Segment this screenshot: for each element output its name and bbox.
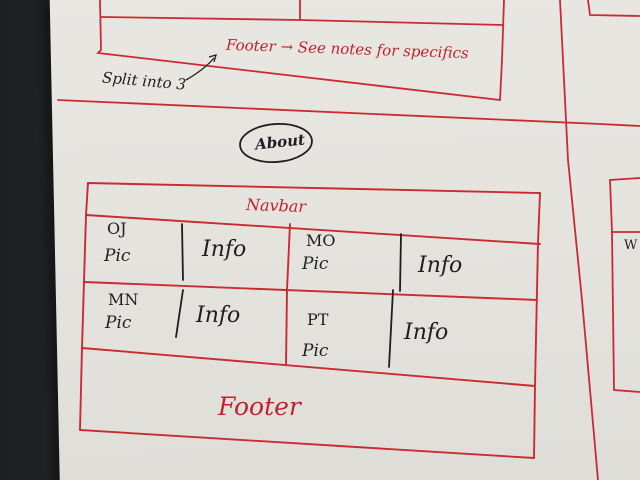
member-info-label: Info bbox=[418, 253, 463, 278]
member-info-label: Info bbox=[202, 237, 247, 262]
grid-center-column bbox=[286, 224, 290, 365]
about-footer-label: Footer bbox=[218, 392, 301, 421]
right-edge-partial-text: W bbox=[624, 238, 638, 253]
right-column-box bbox=[588, 0, 640, 16]
navbar-label: Navbar bbox=[245, 194, 307, 217]
note-pointer-arrow bbox=[186, 55, 216, 80]
member-initials: MO bbox=[306, 231, 336, 250]
member-info-label: Info bbox=[196, 303, 241, 328]
member-pic-label: Pic bbox=[302, 341, 329, 361]
split-note: Split into 3 bbox=[101, 68, 187, 94]
member-initials: MN bbox=[108, 290, 139, 309]
separator-oj bbox=[182, 224, 183, 280]
member-initials: OJ bbox=[107, 219, 127, 238]
top-box-divider bbox=[101, 17, 503, 25]
footer-note: Footer → See notes for specifics bbox=[225, 35, 469, 63]
grid-middle-line bbox=[84, 282, 537, 300]
separator-pt bbox=[389, 290, 393, 367]
member-pic-label: Pic bbox=[104, 246, 131, 266]
member-pic-label: Pic bbox=[302, 254, 329, 274]
page-divider-line bbox=[58, 100, 640, 126]
member-info-label: Info bbox=[404, 320, 449, 345]
separator-mo bbox=[400, 234, 401, 291]
about-label: About bbox=[254, 130, 306, 154]
separator-mn bbox=[176, 290, 183, 337]
right-edge-wireframe bbox=[610, 178, 640, 392]
right-page-edge-line bbox=[560, 0, 598, 480]
member-pic-label: Pic bbox=[105, 313, 132, 333]
right-edge-box bbox=[610, 178, 640, 392]
member-initials: PT bbox=[307, 310, 329, 329]
